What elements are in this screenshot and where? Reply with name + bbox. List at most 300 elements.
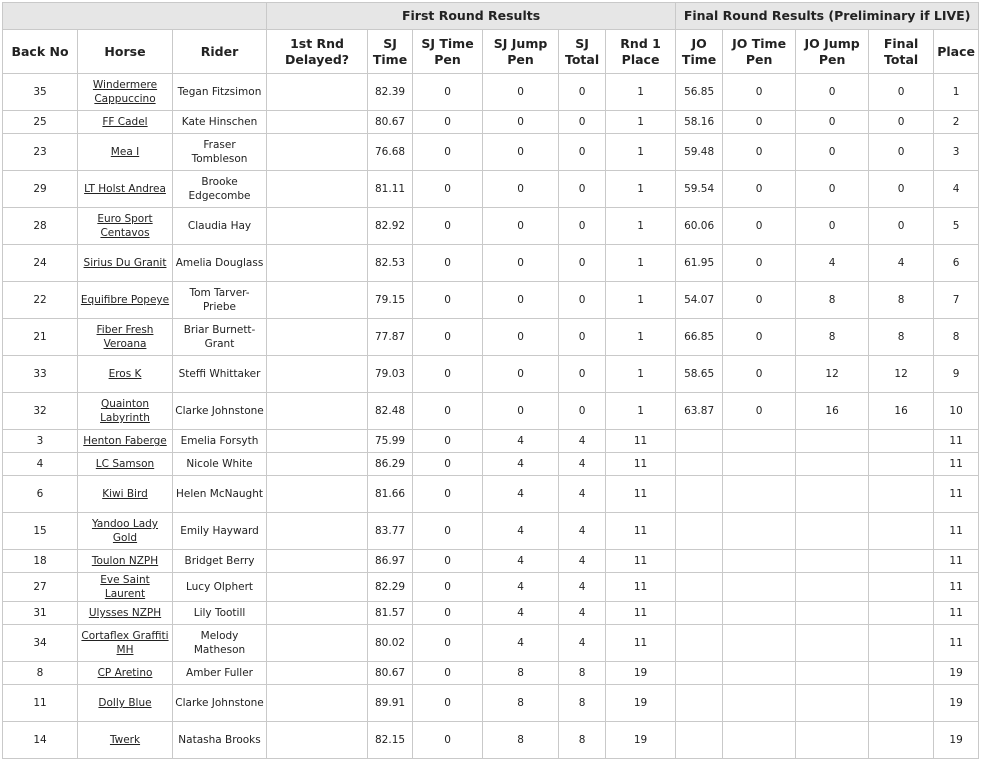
sj-jump-pen-cell: 8 [483,662,559,685]
final-total-cell [869,513,934,550]
delayed-cell [267,393,368,430]
sj-total-cell: 0 [559,208,606,245]
rider-cell: Tegan Fitzsimon [173,74,267,111]
delayed-cell [267,134,368,171]
jo-jump-pen-cell [796,513,869,550]
jo-jump-pen-cell: 8 [796,282,869,319]
place-cell: 19 [934,662,979,685]
jo-time-cell [676,476,723,513]
delayed-cell [267,430,368,453]
place-cell: 11 [934,513,979,550]
jo-time-pen-cell [723,602,796,625]
jo-time-cell [676,625,723,662]
sj-jump-pen-cell: 0 [483,393,559,430]
rider-cell: Lucy Olphert [173,573,267,602]
sj-time-cell: 81.57 [368,602,413,625]
place-cell: 9 [934,356,979,393]
sj-jump-pen-cell: 0 [483,319,559,356]
table-row [3,662,979,685]
rnd1-place-cell: 19 [606,662,676,685]
final-total-cell [869,685,934,722]
sj-total-cell: 8 [559,685,606,722]
rider-cell: Clarke Johnstone [173,393,267,430]
delayed-cell [267,685,368,722]
horse-link[interactable]: Euro Sport Centavos [97,213,153,239]
rider-cell: Clarke Johnstone [173,685,267,722]
jo-jump-pen-cell [796,625,869,662]
rider-cell: Claudia Hay [173,208,267,245]
final-total-cell [869,476,934,513]
jo-jump-pen-cell [796,430,869,453]
rnd1-place-cell: 1 [606,111,676,134]
sj-time-cell: 80.67 [368,111,413,134]
jo-jump-pen-cell: 12 [796,356,869,393]
delayed-cell [267,550,368,573]
jo-jump-pen-cell: 4 [796,245,869,282]
jo-time-cell [676,550,723,573]
horse-link[interactable]: Twerk [109,734,141,746]
delayed-cell [267,74,368,111]
jo-jump-pen-cell [796,722,869,759]
sj-jump-pen-cell: 4 [483,625,559,662]
sj-time-cell: 79.03 [368,356,413,393]
sj-jump-pen-cell: 0 [483,208,559,245]
horse-cell [78,356,173,393]
horse-cell [78,245,173,282]
jo-time-pen-cell: 0 [723,282,796,319]
place-cell: 11 [934,602,979,625]
sj-time-pen-cell: 0 [413,685,483,722]
jo-time-cell [676,573,723,602]
sj-time-cell: 83.77 [368,513,413,550]
jo-jump-pen-cell [796,453,869,476]
sj-total-cell: 8 [559,662,606,685]
sj-time-cell: 82.39 [368,74,413,111]
col-place: Place [934,30,979,74]
horse-link[interactable]: Yandoo Lady Gold [91,518,159,544]
delayed-cell [267,245,368,282]
back-no-cell: 3 [3,430,78,453]
col-sj-time-pen: SJ Time Pen [413,30,483,74]
back-no-cell: 28 [3,208,78,245]
jo-time-pen-cell: 0 [723,111,796,134]
horse-link[interactable]: Sirius Du Granit [83,257,167,269]
rnd1-place-cell: 11 [606,453,676,476]
back-no-cell: 35 [3,74,78,111]
horse-link[interactable]: Eros K [108,368,142,380]
col-sj-time: SJ Time [368,30,413,74]
jo-time-pen-cell [723,662,796,685]
rider-cell: Natasha Brooks [173,722,267,759]
place-cell: 1 [934,74,979,111]
sj-jump-pen-cell: 4 [483,513,559,550]
table-row [3,134,979,171]
rider-cell: Amber Fuller [173,662,267,685]
sj-time-cell: 76.68 [368,134,413,171]
back-no-cell: 23 [3,134,78,171]
back-no-cell: 25 [3,111,78,134]
sj-time-pen-cell: 0 [413,282,483,319]
jo-time-pen-cell [723,550,796,573]
horse-link[interactable]: LC Samson [95,458,155,470]
sj-time-cell: 81.11 [368,171,413,208]
final-total-cell [869,602,934,625]
rnd1-place-cell: 11 [606,602,676,625]
rider-cell: Steffi Whittaker [173,356,267,393]
col-rider: Rider [173,30,267,74]
jo-jump-pen-cell: 16 [796,393,869,430]
table-row [3,513,979,550]
jo-time-cell: 58.16 [676,111,723,134]
sj-jump-pen-cell: 4 [483,476,559,513]
final-total-cell: 0 [869,208,934,245]
sj-time-cell: 86.29 [368,453,413,476]
col-jo-jump-pen: JO Jump Pen [796,30,869,74]
rnd1-place-cell: 1 [606,74,676,111]
sj-time-cell: 89.91 [368,685,413,722]
sj-time-cell: 80.02 [368,625,413,662]
sj-time-pen-cell: 0 [413,453,483,476]
back-no-cell: 22 [3,282,78,319]
table-row [3,476,979,513]
jo-time-pen-cell: 0 [723,134,796,171]
sj-jump-pen-cell: 8 [483,685,559,722]
back-no-cell: 27 [3,573,78,602]
sj-jump-pen-cell: 0 [483,245,559,282]
final-total-cell [869,573,934,602]
horse-cell [78,685,173,722]
horse-cell [78,282,173,319]
delayed-cell [267,453,368,476]
sj-jump-pen-cell: 4 [483,453,559,476]
place-cell: 7 [934,282,979,319]
sj-total-cell: 0 [559,74,606,111]
sj-jump-pen-cell: 0 [483,111,559,134]
sj-total-cell: 4 [559,573,606,602]
horse-link[interactable]: Mea I [110,146,140,158]
back-no-cell: 32 [3,393,78,430]
final-total-cell: 8 [869,319,934,356]
jo-time-cell: 54.07 [676,282,723,319]
back-no-cell: 4 [3,453,78,476]
sj-total-cell: 4 [559,476,606,513]
jo-time-cell: 59.48 [676,134,723,171]
sj-total-cell: 0 [559,319,606,356]
horse-link[interactable]: Henton Faberge [83,435,167,447]
table-row [3,111,979,134]
horse-link[interactable]: FF Cadel [102,116,148,128]
sj-total-cell: 0 [559,134,606,171]
delayed-cell [267,625,368,662]
sj-jump-pen-cell: 8 [483,722,559,759]
final-total-cell [869,453,934,476]
delayed-cell [267,722,368,759]
results-table [2,2,979,759]
table-row [3,393,979,430]
horse-link[interactable]: CP Aretino [97,667,153,679]
sj-time-pen-cell: 0 [413,74,483,111]
horse-link[interactable]: Dolly Blue [98,697,152,709]
jo-time-pen-cell [723,573,796,602]
rnd1-place-cell: 11 [606,625,676,662]
jo-time-pen-cell [723,453,796,476]
place-cell: 10 [934,393,979,430]
table-row [3,722,979,759]
jo-time-cell [676,602,723,625]
final-total-cell: 0 [869,171,934,208]
horse-cell [78,602,173,625]
delayed-cell [267,602,368,625]
horse-link[interactable]: Ulysses NZPH [88,607,162,619]
jo-time-cell [676,722,723,759]
sj-time-cell: 82.48 [368,393,413,430]
rnd1-place-cell: 19 [606,722,676,759]
sj-time-pen-cell: 0 [413,662,483,685]
back-no-cell: 15 [3,513,78,550]
sj-jump-pen-cell: 4 [483,550,559,573]
jo-jump-pen-cell [796,550,869,573]
delayed-cell [267,319,368,356]
place-cell: 11 [934,430,979,453]
final-total-cell: 0 [869,134,934,171]
jo-jump-pen-cell: 0 [796,111,869,134]
sj-time-pen-cell: 0 [413,513,483,550]
place-cell: 11 [934,573,979,602]
horse-link[interactable]: Cortaflex Graffiti MH [81,630,169,656]
sj-total-cell: 4 [559,625,606,662]
rider-cell: Kate Hinschen [173,111,267,134]
jo-time-pen-cell [723,476,796,513]
jo-time-cell: 61.95 [676,245,723,282]
sj-time-cell: 82.92 [368,208,413,245]
horse-cell [78,550,173,573]
horse-cell [78,625,173,662]
final-total-cell: 12 [869,356,934,393]
table-row [3,602,979,625]
horse-link[interactable]: Kiwi Bird [102,488,148,500]
rider-cell: Brooke Edgecombe [173,171,267,208]
sj-jump-pen-cell: 0 [483,74,559,111]
sj-time-pen-cell: 0 [413,602,483,625]
place-cell: 2 [934,111,979,134]
jo-time-cell [676,662,723,685]
jo-time-pen-cell [723,430,796,453]
sj-total-cell: 0 [559,245,606,282]
place-cell: 8 [934,319,979,356]
col-sj-total: SJ Total [559,30,606,74]
jo-jump-pen-cell: 0 [796,171,869,208]
final-total-cell [869,430,934,453]
horse-link[interactable]: Equifibre Popeye [80,294,170,306]
back-no-cell: 29 [3,171,78,208]
jo-time-cell: 66.85 [676,319,723,356]
col-rnd1-place: Rnd 1 Place [606,30,676,74]
table-row [3,453,979,476]
back-no-cell: 8 [3,662,78,685]
rnd1-place-cell: 1 [606,393,676,430]
place-cell: 11 [934,625,979,662]
col-delayed: 1st Rnd Delayed? [267,30,368,74]
place-cell: 11 [934,476,979,513]
final-total-cell: 16 [869,393,934,430]
horse-cell [78,453,173,476]
jo-time-cell [676,685,723,722]
rider-cell: Amelia Douglass [173,245,267,282]
sj-jump-pen-cell: 0 [483,171,559,208]
sj-time-pen-cell: 0 [413,722,483,759]
rider-cell: Tom Tarver-Priebe [173,282,267,319]
sj-total-cell: 0 [559,282,606,319]
sj-time-pen-cell: 0 [413,171,483,208]
sj-time-pen-cell: 0 [413,625,483,662]
sj-total-cell: 4 [559,550,606,573]
rnd1-place-cell: 1 [606,282,676,319]
jo-jump-pen-cell: 0 [796,134,869,171]
sj-time-pen-cell: 0 [413,476,483,513]
jo-time-pen-cell [723,513,796,550]
sj-jump-pen-cell: 0 [483,356,559,393]
sj-time-pen-cell: 0 [413,208,483,245]
horse-link[interactable]: Fiber Fresh Veroana [96,324,154,350]
place-cell: 5 [934,208,979,245]
final-total-cell [869,625,934,662]
horse-cell [78,208,173,245]
jo-time-pen-cell: 0 [723,74,796,111]
delayed-cell [267,282,368,319]
sj-time-pen-cell: 0 [413,356,483,393]
rnd1-place-cell: 11 [606,430,676,453]
horse-cell [78,171,173,208]
col-back-no: Back No [3,30,78,74]
horse-link[interactable]: LT Holst Andrea [84,183,166,195]
sj-total-cell: 0 [559,356,606,393]
sj-time-pen-cell: 0 [413,550,483,573]
horse-cell [78,393,173,430]
place-cell: 4 [934,171,979,208]
back-no-cell: 18 [3,550,78,573]
horse-cell [78,662,173,685]
jo-time-cell [676,453,723,476]
sj-time-pen-cell: 0 [413,319,483,356]
delayed-cell [267,573,368,602]
delayed-cell [267,171,368,208]
jo-time-pen-cell: 0 [723,356,796,393]
table-row [3,245,979,282]
rnd1-place-cell: 11 [606,476,676,513]
jo-time-cell: 59.54 [676,171,723,208]
jo-time-pen-cell [723,722,796,759]
rnd1-place-cell: 1 [606,245,676,282]
jo-time-pen-cell: 0 [723,393,796,430]
sj-total-cell: 0 [559,111,606,134]
back-no-cell: 34 [3,625,78,662]
table-row [3,685,979,722]
jo-time-pen-cell: 0 [723,208,796,245]
rider-cell: Briar Burnett-Grant [173,319,267,356]
rnd1-place-cell: 11 [606,550,676,573]
table-row [3,573,979,602]
sj-total-cell: 4 [559,430,606,453]
place-cell: 6 [934,245,979,282]
jo-time-cell: 60.06 [676,208,723,245]
jo-jump-pen-cell [796,573,869,602]
sj-time-cell: 81.66 [368,476,413,513]
sj-time-cell: 82.29 [368,573,413,602]
place-cell: 11 [934,550,979,573]
table-row [3,171,979,208]
rnd1-place-cell: 1 [606,319,676,356]
sj-time-cell: 82.53 [368,245,413,282]
rnd1-place-cell: 1 [606,208,676,245]
rider-cell: Bridget Berry [173,550,267,573]
horse-link[interactable]: Eve Saint Laurent [100,574,150,600]
table-row [3,282,979,319]
sj-total-cell: 0 [559,171,606,208]
final-total-cell: 4 [869,245,934,282]
jo-time-pen-cell: 0 [723,245,796,282]
delayed-cell [267,476,368,513]
place-cell: 19 [934,685,979,722]
sj-time-pen-cell: 0 [413,393,483,430]
final-total-cell: 0 [869,74,934,111]
col-jo-time: JO Time [676,30,723,74]
horse-cell [78,430,173,453]
sj-time-pen-cell: 0 [413,245,483,282]
jo-time-cell: 56.85 [676,74,723,111]
back-no-cell: 6 [3,476,78,513]
horse-cell [78,513,173,550]
sj-time-cell: 86.97 [368,550,413,573]
group-first-round: First Round Results [267,3,676,30]
sj-total-cell: 4 [559,513,606,550]
final-total-cell: 8 [869,282,934,319]
jo-jump-pen-cell: 0 [796,208,869,245]
final-total-cell [869,662,934,685]
rider-cell: Emily Hayward [173,513,267,550]
delayed-cell [267,356,368,393]
sj-jump-pen-cell: 4 [483,430,559,453]
horse-cell [78,134,173,171]
sj-time-pen-cell: 0 [413,573,483,602]
table-row [3,319,979,356]
rider-cell: Lily Tootill [173,602,267,625]
column-header-row [3,30,979,74]
back-no-cell: 31 [3,602,78,625]
jo-time-pen-cell [723,685,796,722]
table-row [3,356,979,393]
sj-time-pen-cell: 0 [413,430,483,453]
horse-cell [78,319,173,356]
back-no-cell: 21 [3,319,78,356]
horse-link[interactable]: Quainton Labyrinth [100,398,150,424]
horse-cell [78,722,173,759]
rider-cell: Nicole White [173,453,267,476]
rnd1-place-cell: 11 [606,573,676,602]
horse-cell [78,74,173,111]
jo-time-cell: 63.87 [676,393,723,430]
sj-time-cell: 75.99 [368,430,413,453]
jo-time-pen-cell [723,625,796,662]
rider-cell: Helen McNaught [173,476,267,513]
horse-link[interactable]: Toulon NZPH [91,555,159,567]
rnd1-place-cell: 19 [606,685,676,722]
rider-cell: Melody Matheson [173,625,267,662]
sj-jump-pen-cell: 4 [483,602,559,625]
jo-time-pen-cell: 0 [723,319,796,356]
jo-jump-pen-cell [796,602,869,625]
horse-link[interactable]: Windermere Cappuccino [92,79,158,105]
horse-cell [78,573,173,602]
